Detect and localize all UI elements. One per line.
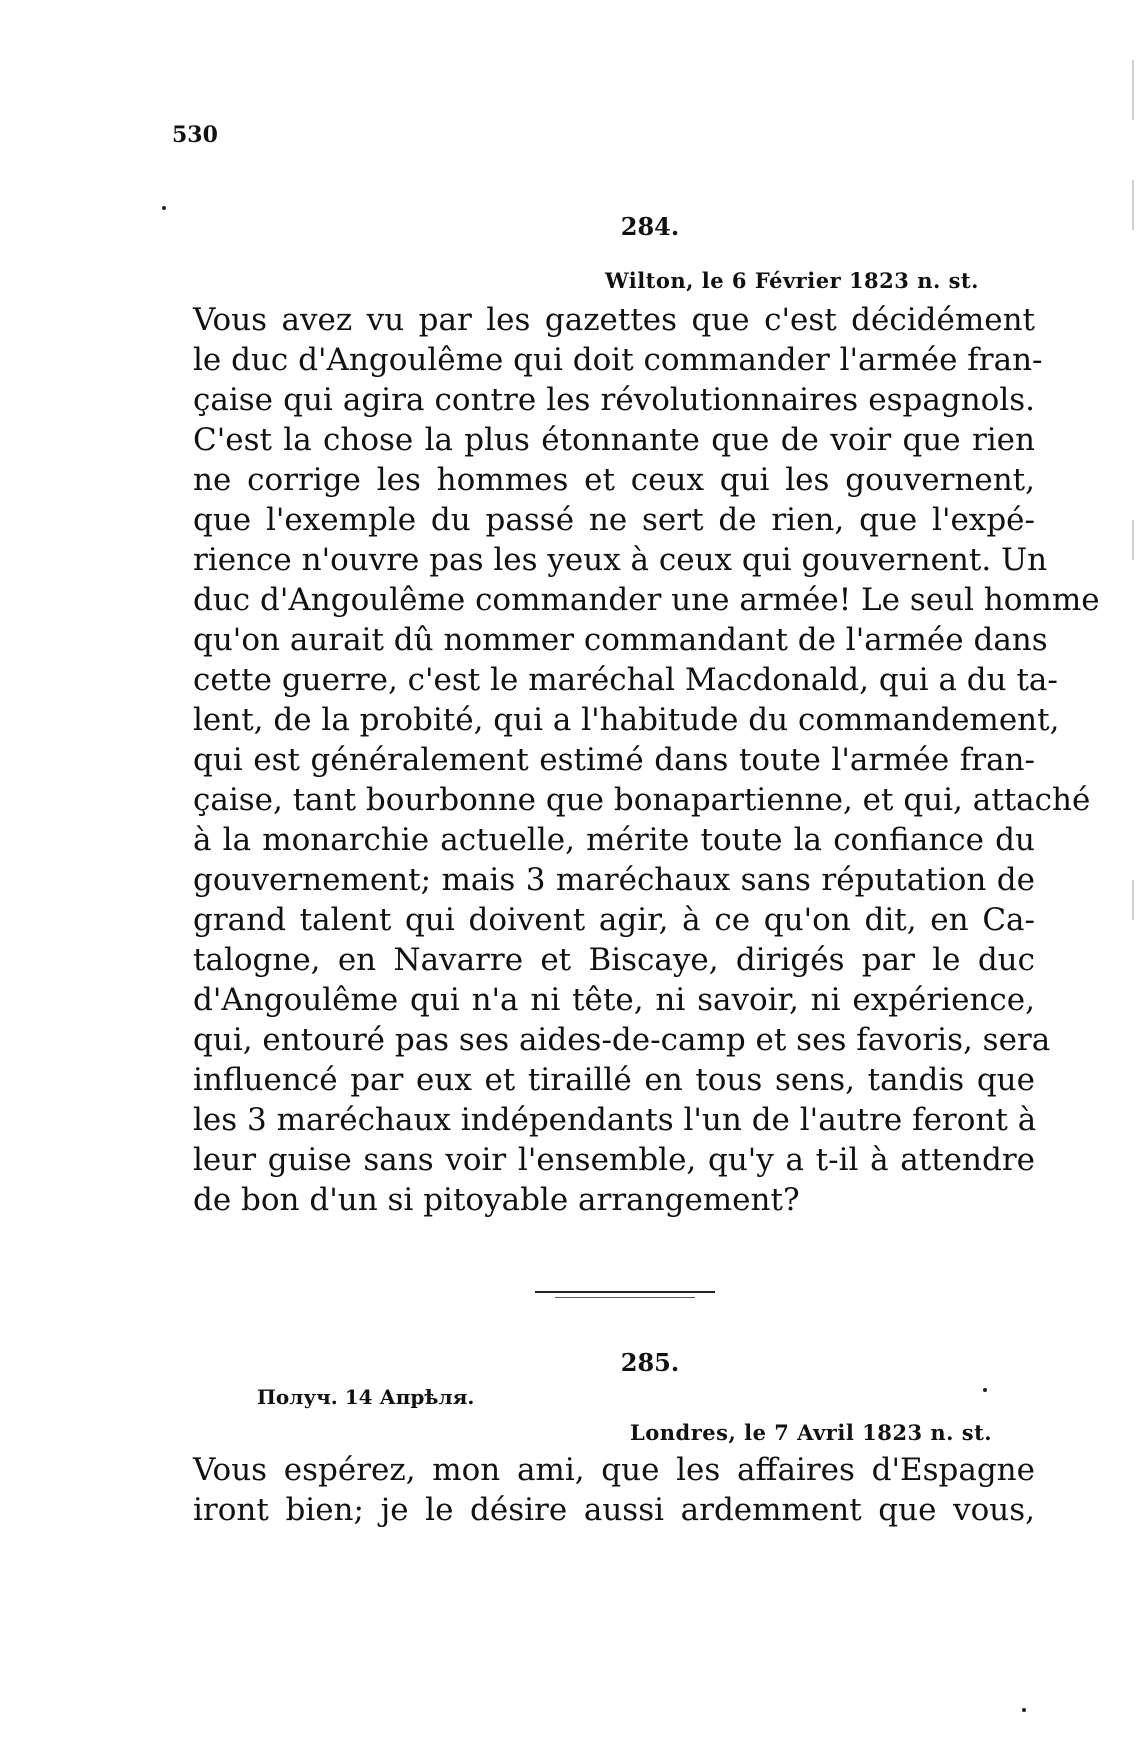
letter-284-line-19: qui, entouré pas ses aides-de-camp et ses favoris, sera [193,1022,1051,1058]
letter-284-line-9: qu'on aurait dû nommer commandant de l'armée dans [193,622,1048,658]
letter-284-line-17: talogne, en Navarre et Biscaye, dirigés par le duc [193,942,1035,978]
letter-285-dateline: Londres, le 7 Avril 1823 n. st. [630,1420,993,1445]
letter-284-line-6: que l'exemple du passé ne sert de rien, que l'expé- [193,502,1035,538]
letter-number-285: 285. [620,1348,680,1377]
scan-speck [162,206,166,210]
letter-284-line-18: d'Angoulême qui n'a ni tête, ni savoir, ni expérience, [193,982,1035,1018]
scan-edge-line [1132,180,1134,230]
letter-284-line-13: çaise, tant bourbonne que bonapartienne, et qui, attaché [193,782,1091,818]
letter-285-line-1: Vous espérez, mon ami, que les affaires d'Espagne [193,1452,1035,1488]
letter-284-dateline: Wilton, le 6 Février 1823 n. st. [605,268,979,293]
scan-edge-line [1132,880,1134,920]
letter-284-line-2: le duc d'Angoulême qui doit commander l'armée fran- [193,342,1043,378]
letter-284-line-5: ne corrige les hommes et ceux qui les gouvernent, [193,462,1035,498]
section-divider [535,1291,715,1293]
letter-284-line-23: de bon d'un si pitoyable arrangement? [193,1182,800,1218]
scan-edge-line [1132,60,1134,120]
letter-284-line-4: C'est la chose la plus étonnante que de voir que rien [193,422,1035,458]
page-number: 530 [172,122,218,148]
letter-284-line-3: çaise qui agira contre les révolutionnaires espagnols. [193,382,1035,418]
letter-284-line-1: Vous avez vu par les gazettes que c'est décidément [193,302,1035,338]
letter-number-284: 284. [620,212,680,241]
letter-284-line-21: les 3 maréchaux indépendants l'un de l'autre feront à [193,1102,1037,1138]
letter-284-line-12: qui est généralement estimé dans toute l'armée fran- [193,742,1035,778]
scan-edge-line [1132,520,1134,560]
letter-284-line-8: duc d'Angoulême commander une armée! Le seul homme [193,582,1100,618]
section-divider-rule [555,1297,695,1298]
letter-284-line-15: gouvernement; mais 3 maréchaux sans réputation de [193,862,1035,898]
letter-284-line-7: rience n'ouvre pas les yeux à ceux qui gouvernent. Un [193,542,1048,578]
scan-speck [1022,1708,1026,1712]
letter-285-received-note: Получ. 14 Апрѣля. [257,1385,475,1409]
letter-285-line-2: iront bien; je le désire aussi ardemment que vous, [193,1492,1035,1528]
scan-speck [983,1388,987,1392]
letter-285-body [193,1450,1035,1530]
letter-284-line-20: influencé par eux et tiraillé en tous sens, tandis que [193,1062,1035,1098]
letter-284-body [193,300,1100,1220]
letter-284-line-11: lent, de la probité, qui a l'habitude du commandement, [193,702,1060,738]
letter-284-line-16: grand talent qui doivent agir, à ce qu'on dit, en Ca- [193,902,1035,938]
letter-284-line-10: cette guerre, c'est le maréchal Macdonald, qui a du ta- [193,662,1058,698]
letter-284-line-14: à la monarchie actuelle, mérite toute la confiance du [193,822,1035,858]
letter-284-line-22: leur guise sans voir l'ensemble, qu'y a t-il à attendre [193,1142,1035,1178]
